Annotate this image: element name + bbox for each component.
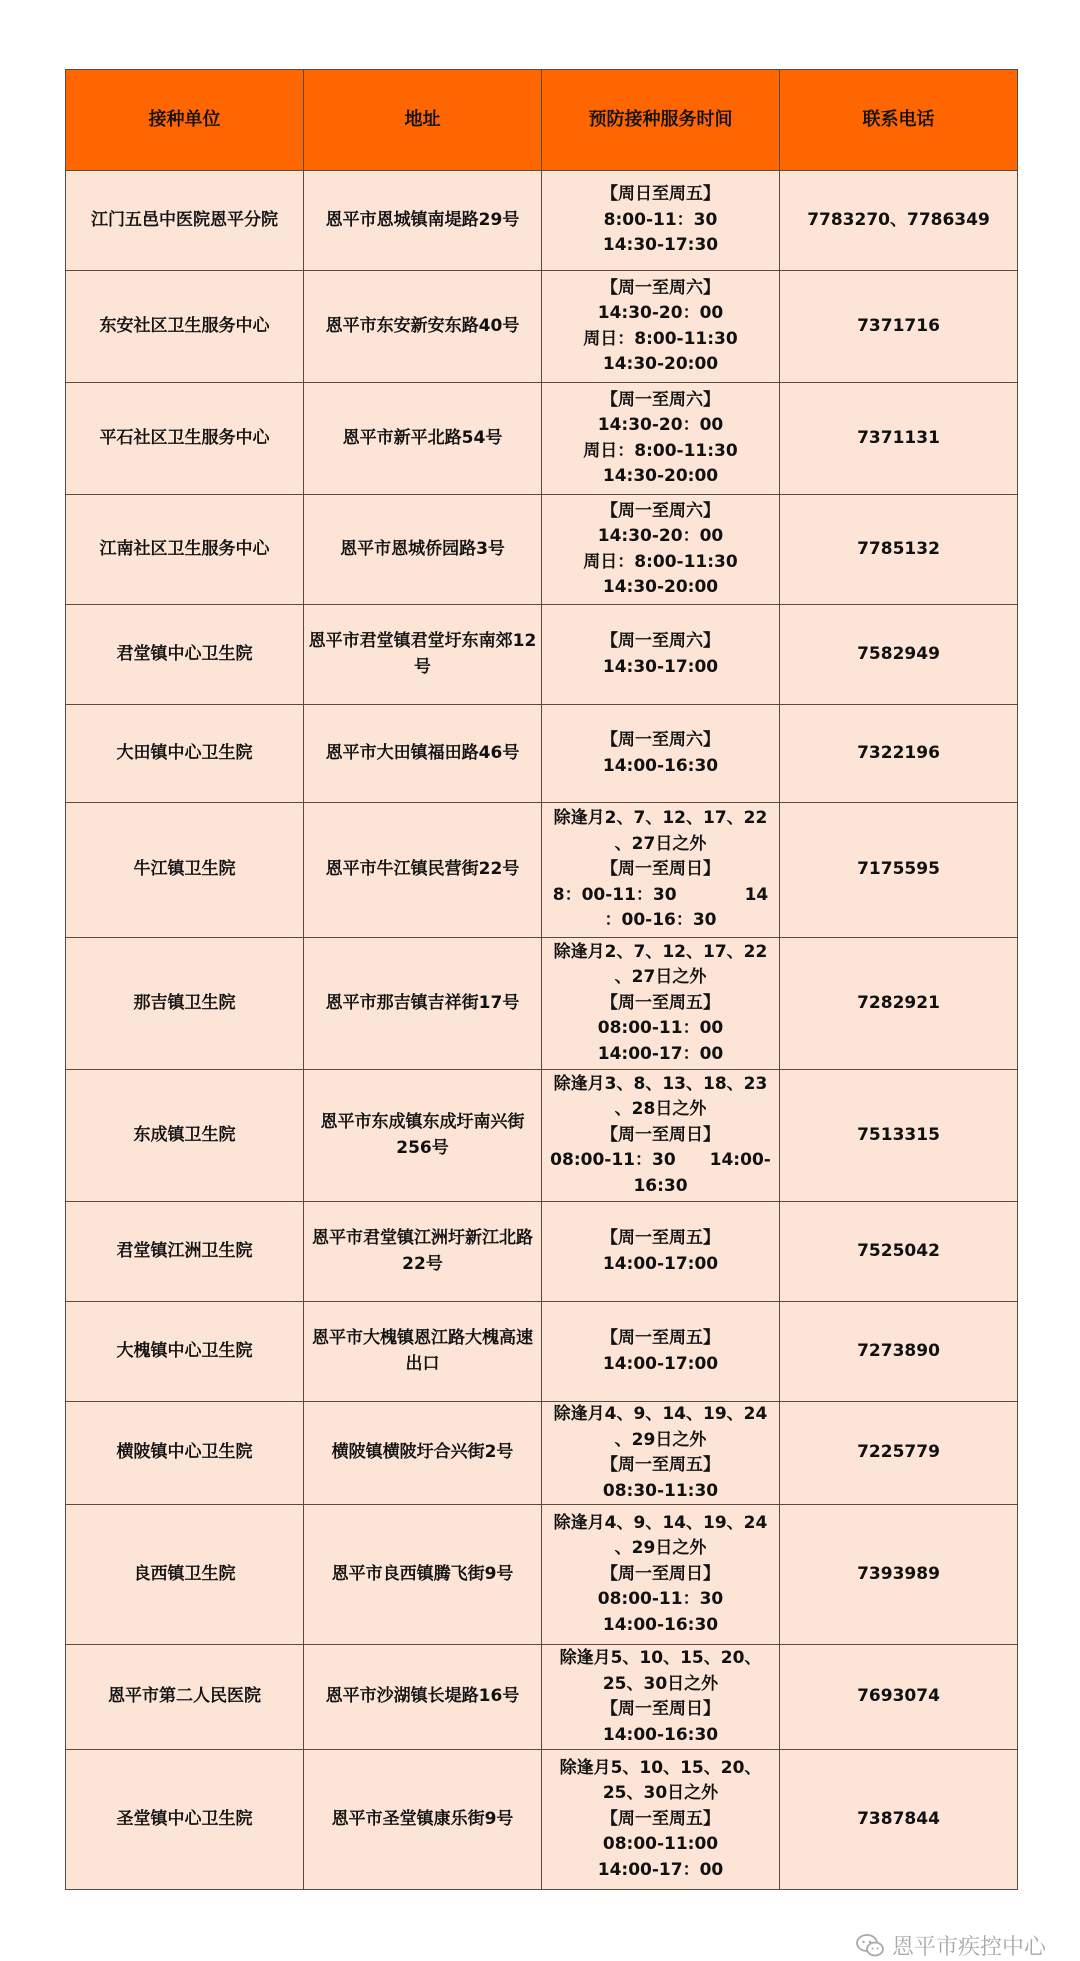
cell-unit: 江南社区卫生服务中心 [66,495,304,605]
cell-address: 恩平市君堂镇君堂圩东南郊12号 [304,605,542,705]
table-row [66,383,1018,495]
cell-service-time [542,1645,780,1750]
cell-service-time [542,495,780,605]
cell-phone: 7387844 [780,1750,1018,1890]
service-time-line: 【周一至周六】 [601,730,720,750]
cell-service-time [542,605,780,705]
service-time-line: 8:00-11：30 [603,209,718,230]
cell-unit: 大槐镇中心卫生院 [66,1302,304,1402]
service-time-line: 【周一至周五】 [601,1808,720,1829]
cell-unit: 牛江镇卫生院 [66,803,304,938]
table-row [66,1402,1018,1505]
table-row [66,1302,1018,1402]
service-time-line: 14:00-16:30 [602,1614,719,1635]
service-time-line: 14:00-17:00 [602,1353,719,1374]
header-address: 地址 [304,70,542,171]
service-time-line: 【周一至周六】 [601,389,720,410]
service-time-line: 14:30-20:00 [602,577,719,597]
cell-unit: 东安社区卫生服务中心 [66,271,304,383]
service-time-line: 除逢月3、8、13、18、23 [553,1073,768,1094]
table-row [66,705,1018,803]
service-time-line: 14:00-17:00 [602,1253,719,1274]
service-time-line: 08:30-11:30 [602,1480,719,1501]
service-time-line: 14:30-20：00 [597,526,724,546]
table-row [66,938,1018,1070]
cell-phone: 7513315 [780,1070,1018,1202]
cell-unit: 平石社区卫生服务中心 [66,383,304,495]
cell-phone: 7371131 [780,383,1018,495]
service-time-line: 14:30-17:00 [602,656,719,677]
service-time-line: 、28日之外 [614,1099,707,1120]
service-time-line: 除逢月5、10、15、20、 [559,1757,762,1778]
vaccination-schedule-table [65,69,1018,1890]
service-time-line: 【周一至周五】 [601,1228,720,1248]
table-row [66,271,1018,383]
cell-service-time [542,1402,780,1505]
cell-address: 恩平市圣堂镇康乐街9号 [304,1750,542,1890]
service-time-line: 、27日之外 [614,967,707,988]
cell-phone: 7393989 [780,1505,1018,1645]
cell-unit: 那吉镇卫生院 [66,938,304,1070]
service-time-line: 【周一至周六】 [601,500,720,521]
service-time-line: 14:30-20：00 [597,303,724,323]
cell-phone: 7371716 [780,271,1018,383]
cell-address: 恩平市新平北路54号 [304,383,542,495]
service-time-line: 周日：8:00-11:30 [583,551,738,572]
service-time-line: 14:30-20:00 [602,466,719,486]
service-time-line: 08:00-11：00 [597,1018,724,1039]
cell-phone: 7785132 [780,495,1018,605]
cell-address: 恩平市牛江镇民营街22号 [304,803,542,938]
table-row [66,171,1018,271]
table-row [66,495,1018,605]
cell-unit: 横陂镇中心卫生院 [66,1402,304,1505]
cell-phone: 7282921 [780,938,1018,1070]
cell-phone: 7693074 [780,1645,1018,1750]
service-time-line: 、27日之外 [614,833,707,854]
service-time-line: 【周一至周日】 [601,859,720,880]
cell-service-time [542,1750,780,1890]
service-time-line: 、29日之外 [614,1538,707,1559]
cell-address: 横陂镇横陂圩合兴街2号 [304,1402,542,1505]
cell-service-time [542,171,780,271]
cell-unit: 良西镇卫生院 [66,1505,304,1645]
service-time-line: 14:30-20:00 [602,354,719,374]
service-time-line: 14:30-20：00 [597,415,724,435]
cell-unit: 君堂镇中心卫生院 [66,605,304,705]
service-time-line: 【周一至周日】 [601,1124,720,1145]
cell-address: 恩平市那吉镇吉祥街17号 [304,938,542,1070]
service-time-line: 25、30日之外 [602,1783,719,1804]
wechat-icon [856,1934,884,1958]
service-time-line: 14:00-17：00 [597,1859,724,1880]
service-time-line: 除逢月4、9、14、19、24 [553,1404,768,1424]
cell-address: 恩平市君堂镇江洲圩新江北路22号 [304,1202,542,1302]
header-phone: 联系电话 [780,70,1018,171]
table-row [66,1070,1018,1202]
table-row [66,1645,1018,1750]
service-time-line: 、29日之外 [614,1429,707,1450]
table-body [66,171,1018,1890]
cell-phone: 7525042 [780,1202,1018,1302]
service-time-line: 除逢月4、9、14、19、24 [553,1512,768,1533]
service-time-line: 周日：8:00-11:30 [583,328,738,349]
service-time-line: 8：00-11：30 14 [552,884,769,905]
service-time-line: 【周一至周六】 [601,631,720,651]
service-time-line: 【周一至周日】 [601,1563,720,1584]
service-time-line: 【周一至周日】 [601,1699,720,1719]
cell-service-time [542,383,780,495]
wechat-watermark [856,1930,1046,1961]
table-header-row [66,70,1018,171]
cell-address: 恩平市东成镇东成圩南兴街256号 [304,1070,542,1202]
service-time-line: 除逢月2、7、12、17、22 [553,808,768,829]
service-time-line: 【周一至周五】 [601,992,720,1013]
cell-unit: 大田镇中心卫生院 [66,705,304,803]
cell-unit: 江门五邑中医院恩平分院 [66,171,304,271]
cell-service-time [542,1302,780,1402]
cell-service-time [542,705,780,803]
cell-unit: 恩平市第二人民医院 [66,1645,304,1750]
watermark-text: 恩平市疾控中心 [891,1935,1046,1960]
service-time-line: ：00-16：30 [604,910,717,931]
header-unit: 接种单位 [66,70,304,171]
cell-phone: 7175595 [780,803,1018,938]
service-time-line: 14:00-16:30 [602,755,719,776]
cell-unit: 圣堂镇中心卫生院 [66,1750,304,1890]
service-time-line: 14:00-17：00 [597,1043,724,1064]
cell-address: 恩平市东安新安东路40号 [304,271,542,383]
service-time-line: 周日：8:00-11:30 [583,440,738,461]
service-time-line: 08:00-11：30 14:00- [550,1150,771,1171]
cell-address: 恩平市沙湖镇长堤路16号 [304,1645,542,1750]
service-time-line: 【周一至周六】 [601,277,720,298]
cell-service-time [542,938,780,1070]
cell-service-time [542,1505,780,1645]
cell-address: 恩平市恩城侨园路3号 [304,495,542,605]
header-service-time: 预防接种服务时间 [542,70,780,171]
cell-address: 恩平市大田镇福田路46号 [304,705,542,803]
table-row [66,1505,1018,1645]
service-time-line: 【周一至周五】 [601,1328,720,1348]
service-time-line: 【周一至周五】 [601,1455,720,1475]
service-time-line: 14:00-16:30 [602,1724,719,1745]
service-time-line: 除逢月2、7、12、17、22 [553,941,768,962]
cell-address: 恩平市恩城镇南堤路29号 [304,171,542,271]
cell-address: 恩平市大槐镇恩江路大槐高速出口 [304,1302,542,1402]
cell-phone: 7322196 [780,705,1018,803]
cell-service-time [542,803,780,938]
cell-service-time [542,1070,780,1202]
cell-phone: 7783270、7786349 [780,171,1018,271]
service-time-line: 08:00-11:00 [602,1834,719,1855]
table-row [66,605,1018,705]
cell-address: 恩平市良西镇腾飞街9号 [304,1505,542,1645]
cell-service-time [542,1202,780,1302]
cell-unit: 东成镇卫生院 [66,1070,304,1202]
table-row [66,1202,1018,1302]
service-time-line: 25、30日之外 [602,1673,719,1694]
table-row [66,1750,1018,1890]
cell-unit: 君堂镇江洲卫生院 [66,1202,304,1302]
service-time-line: 除逢月5、10、15、20、 [559,1648,762,1668]
service-time-line: 14:30-17:30 [602,235,719,256]
service-time-line: 【周日至周五】 [601,184,720,205]
cell-phone: 7582949 [780,605,1018,705]
service-time-line: 08:00-11：30 [597,1589,724,1610]
cell-service-time [542,271,780,383]
cell-phone: 7273890 [780,1302,1018,1402]
cell-phone: 7225779 [780,1402,1018,1505]
table-row [66,803,1018,938]
service-time-line: 16:30 [633,1175,688,1196]
